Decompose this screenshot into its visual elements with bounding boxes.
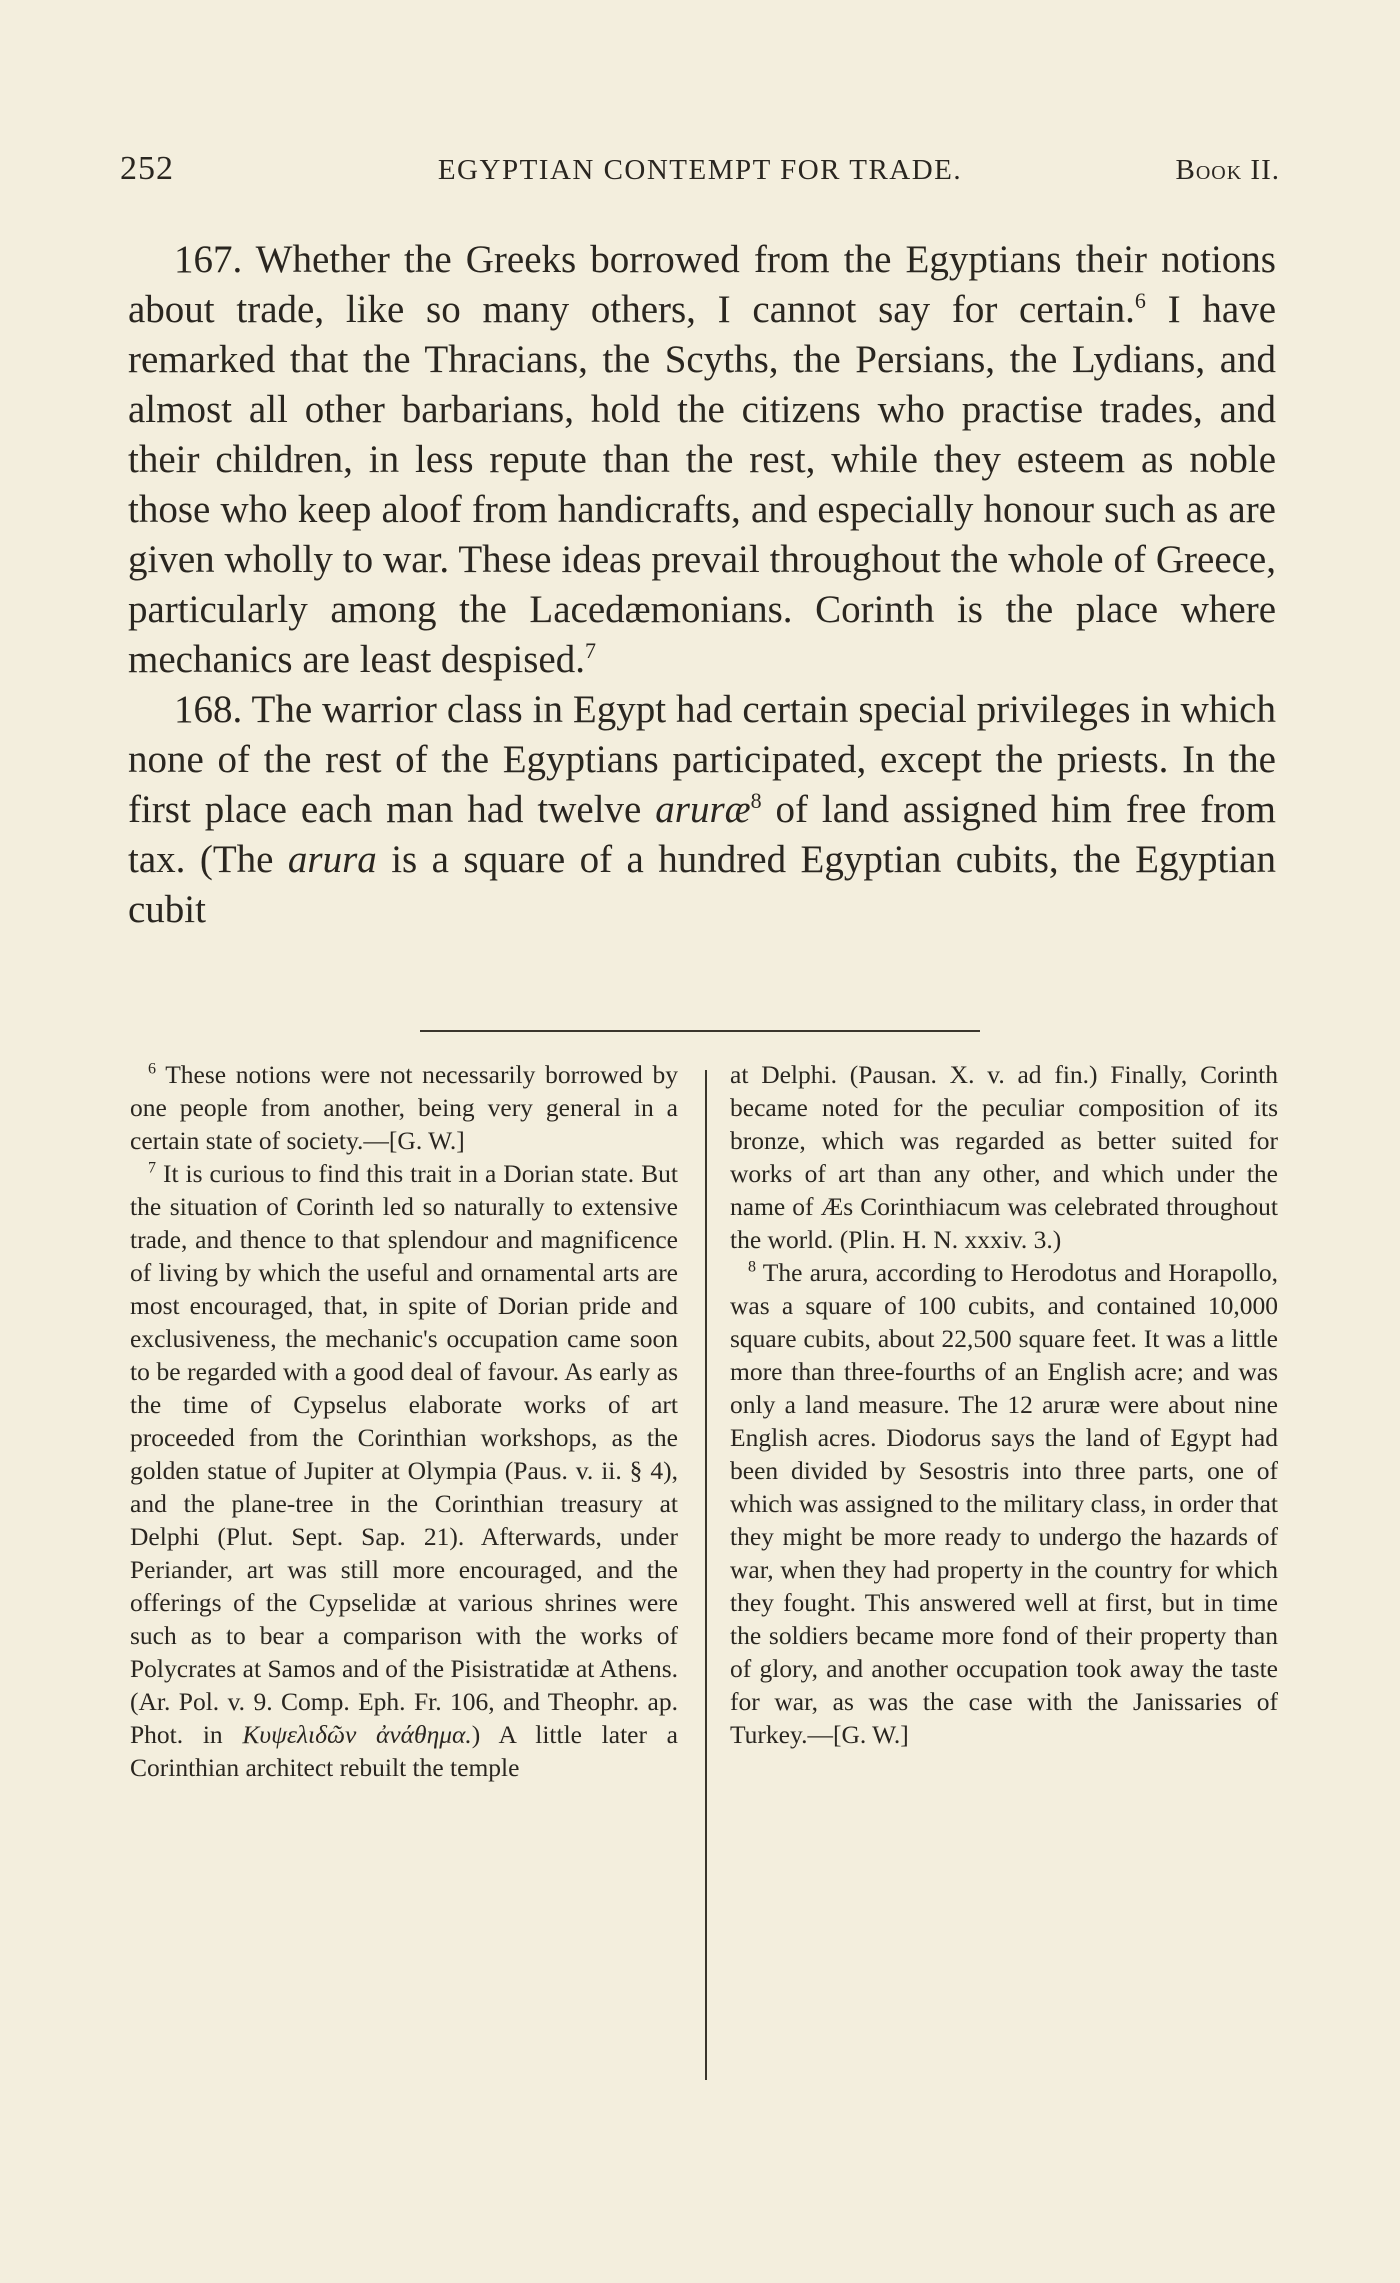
- term-arurae: aruræ: [655, 788, 751, 831]
- footnote-7-continued: at Delphi. (Pausan. X. v. ad fin.) Finally, Corinth became noted for the peculiar composition of its bronze, which was regarded as better suited for works of art than any other, and which under the name of Æs Corinthiacum was celebrated throughout the world. (Plin. H. N. xxxiv. 3.): [730, 1060, 1278, 1254]
- footnote-ref-8: 8: [750, 788, 762, 813]
- term-arura: arura: [287, 838, 377, 881]
- footnote-column-right: [730, 1058, 1278, 1751]
- footnote-divider: [420, 1030, 980, 1032]
- footnote-8: [730, 1256, 1278, 1751]
- page-number: 252: [120, 150, 174, 187]
- paragraph-168: [128, 685, 1276, 935]
- paragraph-168-lead: 168. The warrior class in Egypt had certain special privileges in which none of the rest of the Egyptians participated, except the priests. In the first place each man had twelve: [128, 688, 1276, 831]
- footnote-ref-7: 7: [584, 638, 596, 663]
- footnote-7-number: 7: [148, 1159, 156, 1177]
- footnote-8-text: The arura, according to Herodotus and Horapollo, was a square of 100 cubits, and contained 10,000 square cubits, about 22,500 square feet. It was a little more than three-fourths of an English acre; and was only a land measure. The 12 aruræ were about nine English acres. Diodorus says the land of Egypt had been divided by Sesostris into three parts, one of which was assigned to the military class, in order that they might be more ready to undergo the hazards of war, when they had property in the country for which they fought. This answered well at first, but in time the soldiers became more fond of their property than of glory, and another occupation took away the taste for war, as was the case with the Janissaries of Turkey.—[G. W.]: [730, 1258, 1278, 1749]
- main-text: [128, 235, 1276, 935]
- footnote-7-text: It is curious to find this trait in a Dorian state. But the situation of Corinth led so naturally to extensive trade, and thence to that splendour and magnificence of living by which the useful and ornamental arts are most encouraged, that, in spite of Dorian pride and exclusiveness, the mechanic's occupation came soon to be regarded with a good deal of favour. As early as the time of Cypselus elaborate works of art proceeded from the Corinthian workshops, as the golden statue of Jupiter at Olympia (Paus. v. ii. § 4), and the plane-tree in the Corinthian treasury at Delphi (Plut. Sept. Sap. 21). Afterwards, under Periander, art was still more encouraged, and the offerings of the Cypselidæ at various shrines were such as to bear a comparison with the works of Polycrates at Samos and of the Pisistratidæ at Athens. (Ar. Pol. v. 9. Comp. Eph. Fr. 106, and Theophr. ap. Phot. in: [130, 1159, 678, 1749]
- column-divider: [705, 1070, 707, 2080]
- footnote-6: [130, 1058, 678, 1157]
- running-title: EGYPTIAN CONTEMPT FOR TRADE.: [437, 154, 963, 186]
- paragraph-168-tail: is a square of a hundred Egyptian cubits, the Egyptian cubit: [128, 838, 1276, 931]
- footnote-6-number: 6: [148, 1060, 156, 1078]
- footnote-7: [130, 1157, 678, 1784]
- footnote-column-left: [130, 1058, 678, 1784]
- footnote-7-greek: Κυψελιδῶν ἀνάθημα.: [242, 1720, 472, 1749]
- paragraph-167-lead: 167. Whether the Greeks borrowed from the Egyptians their notions about trade, like so many others, I cannot say for certain.: [128, 238, 1276, 331]
- footnote-ref-6: 6: [1134, 288, 1146, 313]
- paragraph-167-body: I have remarked that the Thracians, the Scyths, the Persians, the Lydians, and almost all other barbarians, hold the citizens who practise trades, and their children, in less repute than the rest, while they esteem as noble those who keep aloof from handicrafts, and especially honour such as are given wholly to war. These ideas prevail throughout the whole of Greece, particularly among the Lacedæmonians. Corinth is the place where mechanics are least despised.: [128, 288, 1277, 681]
- footnote-6-text: These notions were not necessarily borrowed by one people from another, being very general in a certain state of society.—[G. W.]: [130, 1060, 678, 1155]
- footnote-7-text-end: ) A little later a Corinthian architect rebuilt the temple: [130, 1720, 678, 1782]
- paragraph-168-body: of land assigned him free from tax. (The: [128, 788, 1276, 881]
- book-label: Book II.: [1175, 154, 1280, 186]
- footnote-8-number: 8: [748, 1258, 756, 1276]
- running-head: [120, 150, 1280, 200]
- paragraph-167: [128, 235, 1276, 685]
